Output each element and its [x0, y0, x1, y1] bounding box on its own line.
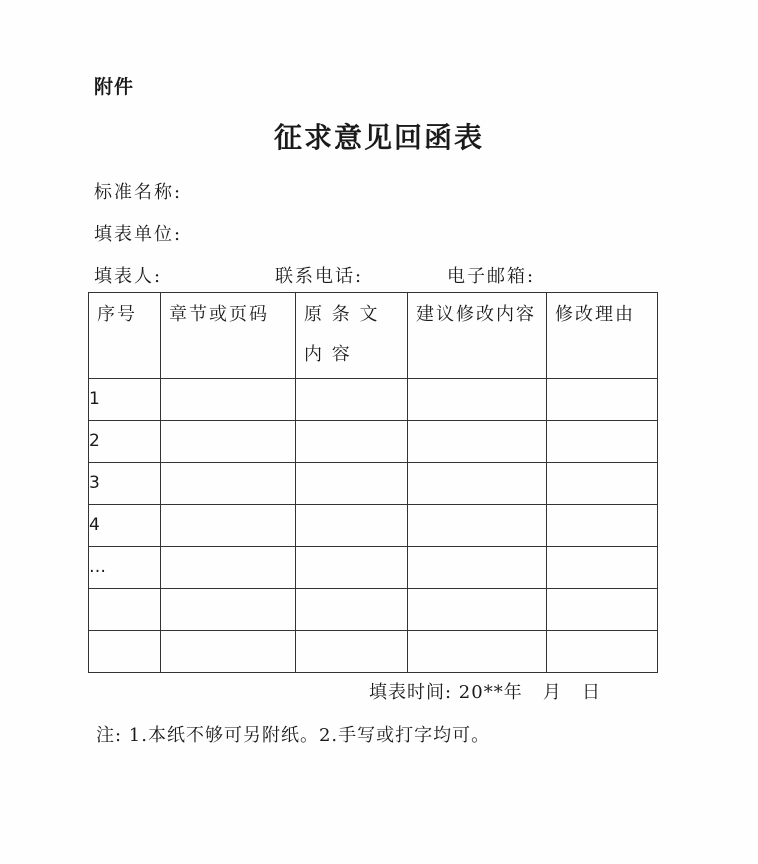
phone-label: 联系电话:: [275, 266, 364, 287]
original-text-cell[interactable]: [296, 379, 408, 421]
chapter-cell[interactable]: [161, 421, 296, 463]
original-text-cell[interactable]: [296, 547, 408, 589]
row-seq: 2: [89, 421, 161, 463]
chapter-cell[interactable]: [161, 505, 296, 547]
table-row: [89, 589, 658, 631]
header-chapter-page: 章节或页码: [161, 293, 296, 379]
original-text-cell[interactable]: [296, 589, 408, 631]
filler-label: 填表人:: [94, 266, 163, 287]
chapter-cell[interactable]: [161, 547, 296, 589]
reason-cell[interactable]: [547, 421, 658, 463]
header-suggested-change: 建议修改内容: [408, 293, 547, 379]
table-row: [89, 631, 658, 673]
row-seq: 3: [89, 463, 161, 505]
table-header-row: [89, 293, 658, 379]
row-seq: [89, 589, 161, 631]
standard-name-label: 标准名称:: [94, 182, 183, 203]
suggestion-cell[interactable]: [408, 589, 547, 631]
suggestion-cell[interactable]: [408, 463, 547, 505]
chapter-cell[interactable]: [161, 463, 296, 505]
reason-cell[interactable]: [547, 589, 658, 631]
chapter-cell[interactable]: [161, 589, 296, 631]
email-label: 电子邮箱:: [447, 266, 536, 287]
original-text-cell[interactable]: [296, 631, 408, 673]
original-text-cell[interactable]: [296, 421, 408, 463]
reason-cell[interactable]: [547, 631, 658, 673]
reason-cell[interactable]: [547, 547, 658, 589]
table-row: [89, 379, 658, 421]
reason-cell[interactable]: [547, 379, 658, 421]
footnote: 注: 1.本纸不够可另附纸。2.手写或打字均可。: [96, 725, 491, 746]
reason-cell[interactable]: [547, 463, 658, 505]
page-title: 征求意见回函表: [273, 121, 484, 154]
suggestion-cell[interactable]: [408, 547, 547, 589]
suggestion-cell[interactable]: [408, 631, 547, 673]
original-text-cell[interactable]: [296, 463, 408, 505]
original-text-cell[interactable]: [296, 505, 408, 547]
filling-unit-label: 填表单位:: [94, 224, 183, 245]
header-original-text: 原 条 文 内 容: [296, 293, 408, 379]
row-seq: …: [89, 547, 161, 589]
chapter-cell[interactable]: [161, 379, 296, 421]
attachment-label: 附件: [94, 76, 135, 98]
header-seq: 序号: [89, 293, 161, 379]
row-seq: 1: [89, 379, 161, 421]
row-seq: 4: [89, 505, 161, 547]
suggestion-cell[interactable]: [408, 379, 547, 421]
table-row: [89, 421, 658, 463]
chapter-cell[interactable]: [161, 631, 296, 673]
table-row: [89, 547, 658, 589]
feedback-table: [88, 292, 658, 673]
table-row: [89, 505, 658, 547]
table-row: [89, 463, 658, 505]
reason-cell[interactable]: [547, 505, 658, 547]
suggestion-cell[interactable]: [408, 505, 547, 547]
header-reason: 修改理由: [547, 293, 658, 379]
fill-time-label: 填表时间: 20**年 月 日: [369, 682, 602, 703]
row-seq: [89, 631, 161, 673]
suggestion-cell[interactable]: [408, 421, 547, 463]
